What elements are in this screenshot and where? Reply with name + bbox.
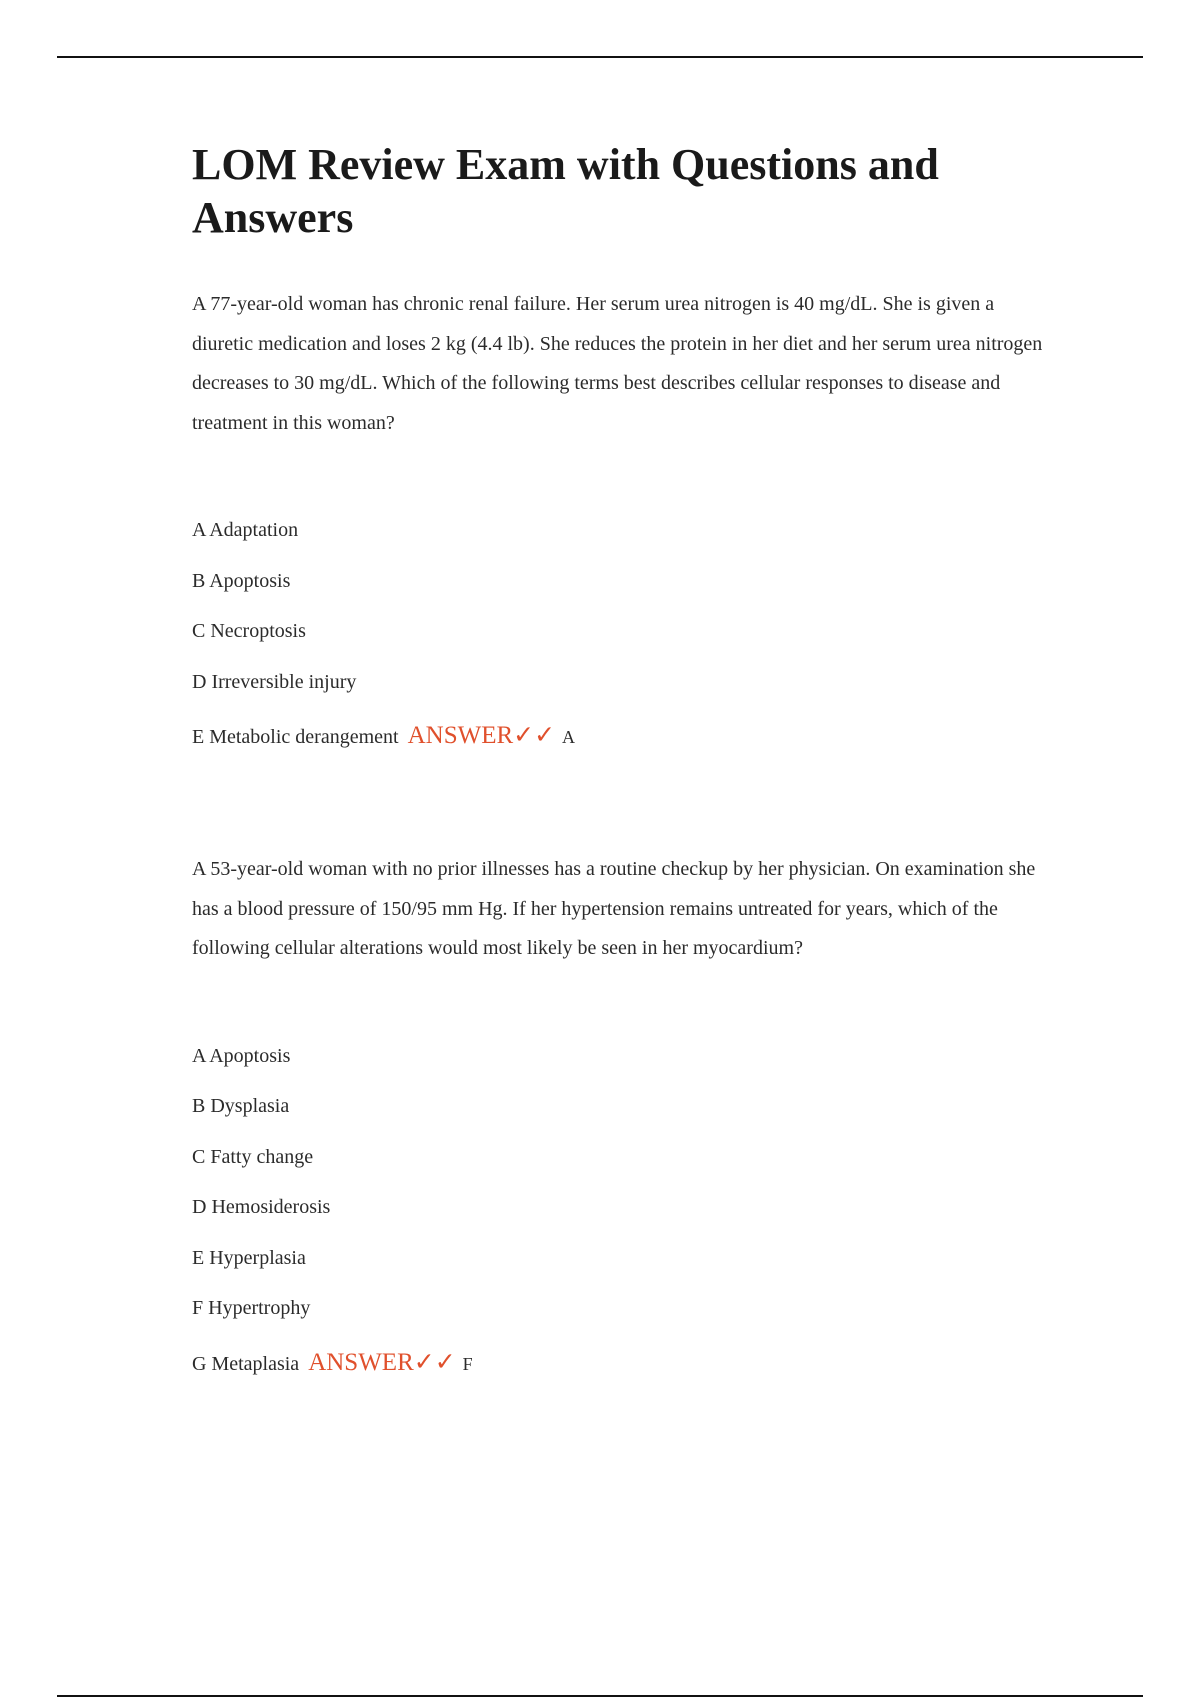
question-2-options xyxy=(192,1031,1052,1334)
question-2-option-a: A Apoptosis xyxy=(192,1044,291,1067)
question-2-option-d: D Hemosiderosis xyxy=(192,1196,331,1218)
question-1-options xyxy=(192,505,1052,707)
question-1-answer-value: A xyxy=(562,727,576,747)
question-2-answer-line xyxy=(192,1334,1052,1393)
question-1-option-c: C Necroptosis xyxy=(192,620,306,642)
top-rule xyxy=(57,56,1143,58)
question-1-option-b: B Apoptosis xyxy=(192,569,291,592)
question-1-option-a: A Adaptation xyxy=(192,519,299,541)
document-page xyxy=(192,138,1052,1393)
question-2-answer-value: F xyxy=(462,1353,473,1374)
question-1-answer-marker: ANSWER✓✓ xyxy=(407,722,556,749)
question-2-answer-marker: ANSWER✓✓ xyxy=(308,1348,456,1376)
question-1-answer-line xyxy=(192,707,1052,766)
question-1-option-e: E Metabolic derangement xyxy=(192,726,399,748)
question-2-option-e: E Hyperplasia xyxy=(192,1246,306,1269)
question-2-option-f: F Hypertrophy xyxy=(192,1297,311,1319)
question-2-option-g: G Metaplasia xyxy=(192,1352,300,1375)
question-spacer xyxy=(192,766,1052,850)
question-1-text: A 77-year-old woman has chronic renal failure. Her serum urea nitrogen is 40 mg/dL. She is given a diuretic medication and loses 2 kg (4.4 lb). She reduces the protein in her diet and her serum urea nitrogen decreases to 30 mg/dL. Which of the following terms best describes cellular responses to disease and treatment in this woman? xyxy=(192,293,1043,434)
question-2-option-c: C Fatty change xyxy=(192,1145,314,1168)
question-2-option-b: B Dysplasia xyxy=(192,1095,290,1117)
bottom-rule xyxy=(57,1695,1143,1697)
question-2-text: A 53-year-old woman with no prior illnesses has a routine checkup by her physician. On examination she has a blood pressure of 150/95 mm Hg. If her hypertension remains untreated for years, which of the following cellular alterations would most likely be seen in her myocardium? xyxy=(192,858,1036,959)
question-1-option-d: D Irreversible injury xyxy=(192,670,357,693)
document-title: LOM Review Exam with Questions and Answers xyxy=(192,140,939,242)
